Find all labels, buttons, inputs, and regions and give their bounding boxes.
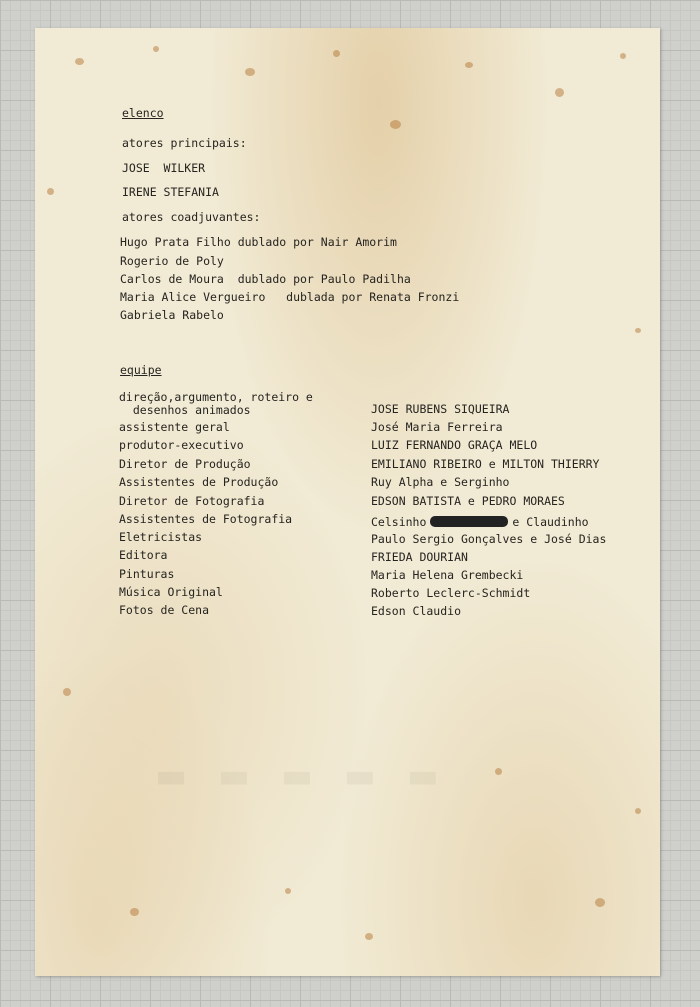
crew-name: Paulo Sergio Gonçalves e José Dias: [371, 532, 607, 546]
crew-role: Diretor de Produção: [119, 457, 251, 471]
equipe-heading: equipe: [120, 363, 162, 377]
crew-name: Maria Helena Grembecki: [371, 568, 524, 582]
supporting-actor: Hugo Prata Filho dublado por Nair Amorim: [120, 235, 397, 249]
crew-name: JOSE RUBENS SIQUEIRA: [371, 402, 510, 416]
supporting-actor: Gabriela Rabelo: [120, 308, 224, 322]
crew-role: Pinturas: [119, 567, 175, 581]
crew-name: [371, 516, 589, 529]
coadjuvantes-label: atores coadjuvantes:: [122, 210, 261, 224]
crew-name-part: Celsinho: [371, 515, 427, 529]
crew-name: EDSON BATISTA e PEDRO MORAES: [371, 494, 565, 508]
supporting-actor: Carlos de Moura dublado por Paulo Padilha: [120, 272, 411, 286]
crew-role: Editora: [119, 548, 168, 562]
principal-actor: JOSE WILKER: [122, 161, 206, 175]
crew-role: direção,argumento, roteiro e desenhos animados: [119, 390, 313, 417]
principal-actor: IRENE STEFANIA: [122, 185, 219, 199]
bleed-through-shadow: ▬ ▬ ▬ ▬ ▬: [155, 756, 449, 796]
crew-role: Assistentes de Produção: [119, 475, 279, 489]
crew-role: Música Original: [119, 585, 223, 599]
crew-name: José Maria Ferreira: [371, 420, 503, 434]
crew-name: LUIZ FERNANDO GRAÇA MELO: [371, 438, 538, 452]
crew-name: Ruy Alpha e Serginho: [371, 475, 510, 489]
elenco-heading: elenco: [122, 106, 164, 120]
crew-role: Diretor de Fotografia: [119, 494, 265, 508]
redaction-mark: [430, 516, 508, 527]
crew-role: Fotos de Cena: [119, 603, 210, 617]
principais-label: atores principais:: [122, 136, 247, 150]
crew-name: FRIEDA DOURIAN: [371, 550, 468, 564]
crew-role: Assistentes de Fotografia: [119, 512, 293, 526]
crew-role: assistente geral: [119, 420, 230, 434]
crew-role: produtor-executivo: [119, 438, 244, 452]
crew-name: Roberto Leclerc-Schmidt: [371, 586, 531, 600]
crew-name-part: e Claudinho: [512, 515, 589, 529]
crew-name: Edson Claudio: [371, 604, 462, 618]
crew-role: Eletricistas: [119, 530, 203, 544]
crew-name: EMILIANO RIBEIRO e MILTON THIERRY: [371, 457, 600, 471]
supporting-actor: Rogerio de Poly: [120, 254, 224, 268]
supporting-actor: Maria Alice Vergueiro dublada por Renata Fronzi: [120, 290, 460, 304]
